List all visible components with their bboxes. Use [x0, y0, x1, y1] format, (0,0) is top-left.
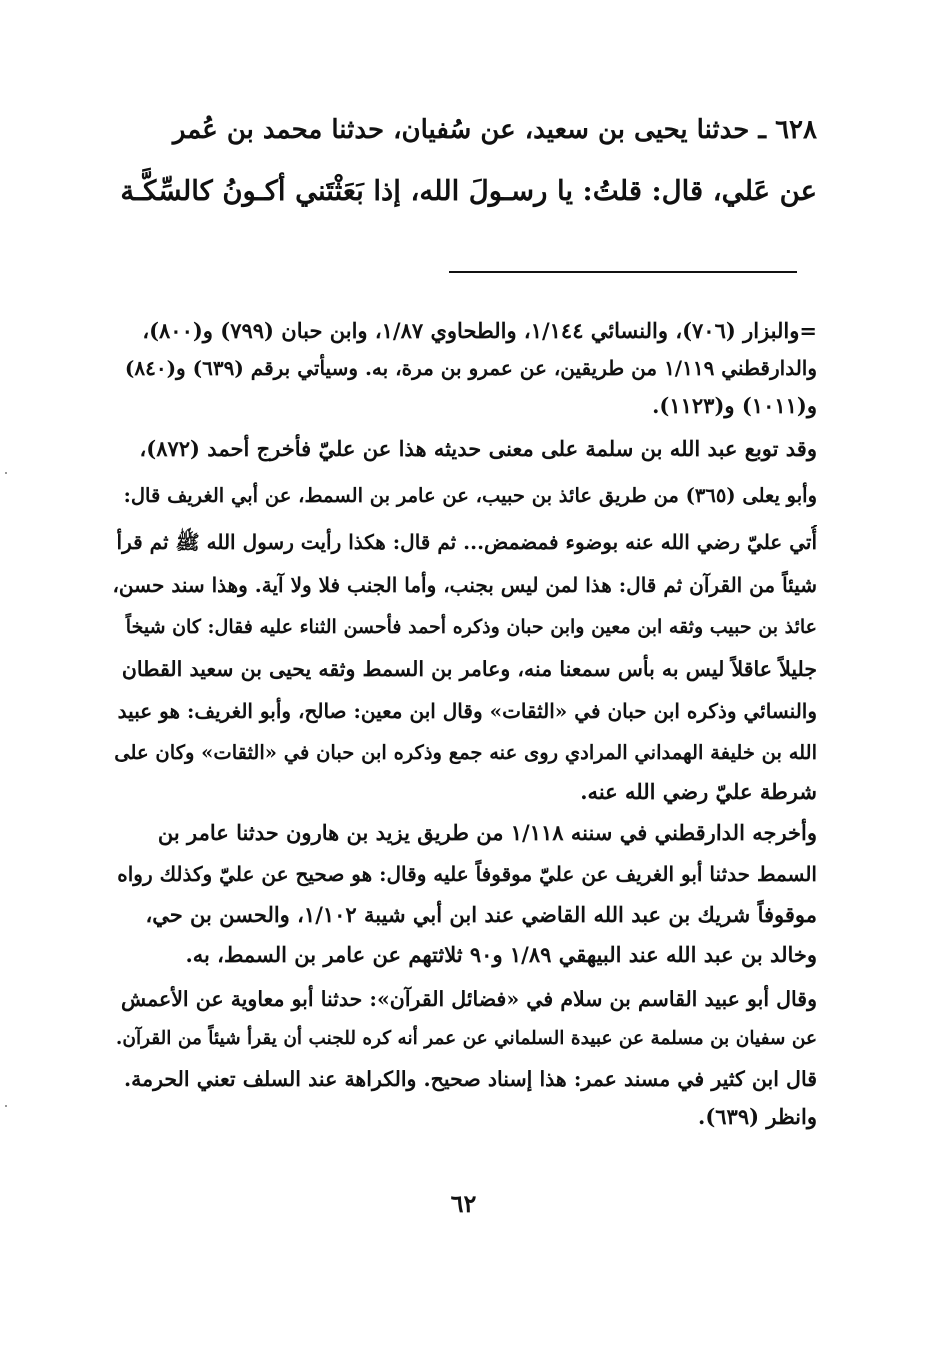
- footnote-line: =والبزار (٧٠٦)، والنسائي ١/١٤٤، والطحاوي ١/٨٧، وابن حبان (٧٩٩) و(٨٠٠)،: [142, 318, 817, 343]
- footnote-line: السمط حدثنا أبو الغريف عن عليّ موقوفاً عليه وقال: هو صحيح عن عليّ وكذلك رواه: [117, 862, 817, 886]
- footnote-line: وقال أبو عبيد القاسم بن سلام في «فضائل القرآن»: حدثنا أبو معاوية عن الأعمش: [121, 987, 817, 1011]
- footnote-line: عن سفيان بن مسلمة عن عبيدة السلماني عن عمر أنه كره للجنب أن يقرأ شيئاً من القرآن.: [115, 1028, 817, 1049]
- footnote-line: وأبو يعلى (٣٦٥) من طريق عائذ بن حبيب، عن عامر بن السمط، عن أبي الغريف قال:: [123, 484, 817, 507]
- scan-speck: [5, 1105, 7, 1107]
- footnote-line: عائذ بن حبيب وثقه ابن معين وابن حبان وذكره أحمد فأحسن الثناء عليه فقال: كان شيخاً: [125, 616, 817, 638]
- footnote-separator: [449, 271, 797, 273]
- footnote-line: شرطة عليّ رضي الله عنه.: [580, 779, 817, 804]
- footnote-line: قال ابن كثير في مسند عمر: هذا إسناد صحيح. والكراهة عند السلف تعني الحرمة.: [124, 1067, 817, 1091]
- page-number: ٦٢: [450, 1189, 477, 1218]
- footnote-line: وانظر (٦٣٩).: [698, 1104, 817, 1129]
- footnote-line: والدارقطني ١/١١٩ من طريقين، عن عمرو بن مرة، به. وسيأتي برقم (٦٣٩) و(٨٤٠): [124, 356, 817, 380]
- footnote-line: و(١٠١١) و(١١٢٣).: [652, 393, 817, 418]
- footnote-line: وخالد بن عبد الله عند البيهقي ١/٨٩ و٩٠ ثلاثتهم عن عامر بن السمط، به.: [185, 942, 817, 967]
- footnote-line: شيئاً من القرآن ثم قال: هذا لمن ليس بجنب، وأما الجنب فلا ولا آية. وهذا سند حسن،: [112, 573, 817, 597]
- footnote-line: والنسائي وذكره ابن حبان في «الثقات» وقال ابن معين: صالح، وأبو الغريف: هو عبيد: [117, 699, 817, 723]
- footnote-line: أُتي عليّ رضي الله عنه بوضوء فمضمض... ثم قال: هكذا رأيت رسول الله ﷺ ثم قرأ: [116, 530, 817, 554]
- scan-speck: [5, 472, 7, 474]
- hadith-text-line-2: عن عَلي، قال: قلتُ: يا رسـولَ الله، إذا بَعَثْتَني أكـونُ كالسِّكَّـة: [120, 175, 817, 207]
- footnote-line: وأخرجه الدارقطني في سننه ١/١١٨ من طريق يزيد بن هارون حدثنا عامر بن: [157, 820, 817, 845]
- footnote-line: موقوفاً شريك بن عبد الله القاضي عند ابن أبي شيبة ١/١٠٢، والحسن بن حي،: [145, 902, 817, 927]
- footnote-line: جليلاً عاقلاً ليس به بأس سمعنا منه، وعامر بن السمط وثقه يحيى بن سعيد القطان: [121, 657, 817, 681]
- footnote-line: الله بن خليفة الهمداني المرادي روى عنه جمع وذكره ابن حبان في «الثقات» وكان على: [114, 741, 817, 764]
- hadith-text-line-1: ٦٢٨ ـ حدثنا يحيى بن سعيد، عن سُفيان، حدثنا محمد بن عُمر: [172, 115, 817, 145]
- footnote-line: وقد توبع عبد الله بن سلمة على معنى حديثه هذا عن عليّ فأخرج أحمد (٨٧٢)،: [139, 436, 817, 461]
